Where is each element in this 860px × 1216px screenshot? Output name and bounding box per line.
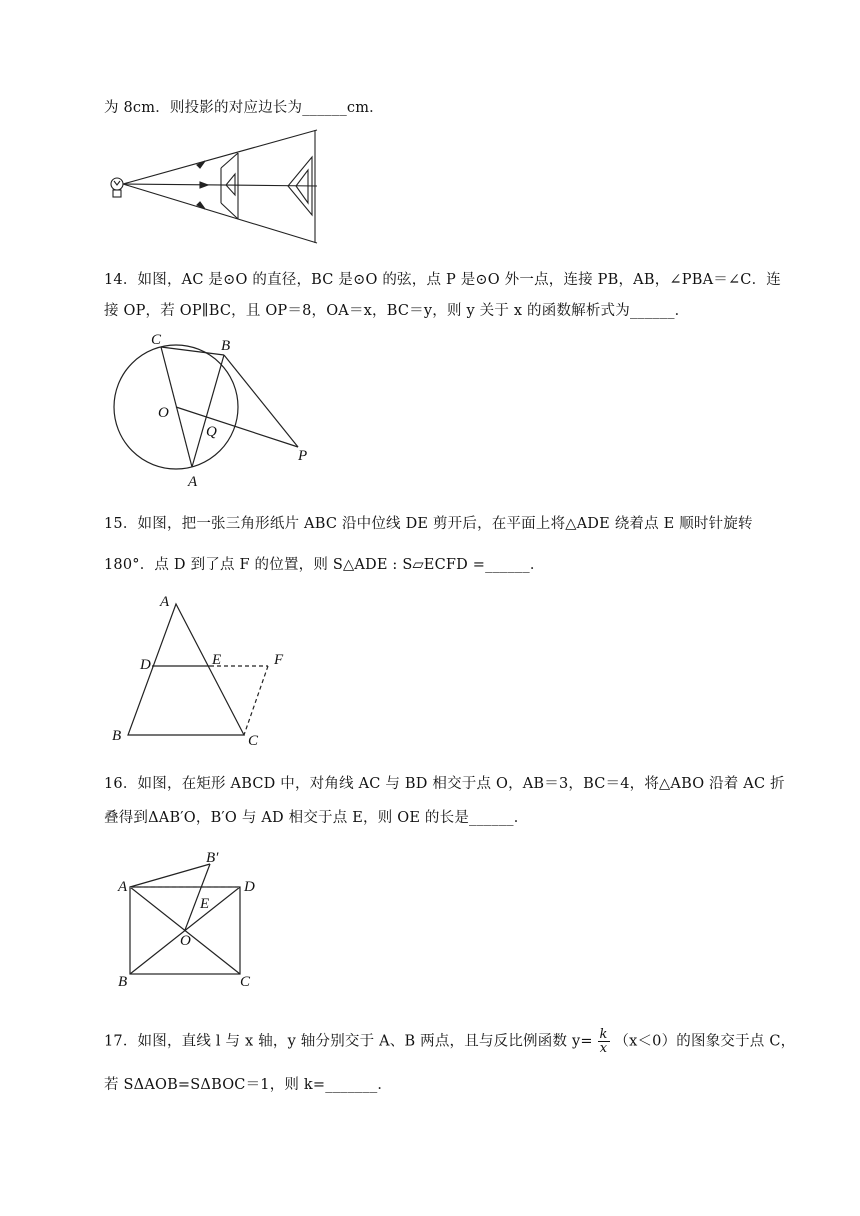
- label-e: E: [200, 896, 210, 912]
- q17-text-line-1: [104, 1028, 795, 1055]
- label-b: B: [118, 974, 128, 990]
- segment-pb: [224, 355, 298, 447]
- label-d: D: [244, 879, 255, 895]
- q16-text-line-2: 叠得到ΔAB′O，B′O 与 AD 相交于点 E，则 OE 的长是______．: [104, 810, 529, 826]
- q17-text-part-a: 17．如图，直线 l 与 x 轴，y 轴分别交于 A、B 两点，且与反比例函数 y=: [104, 1033, 593, 1050]
- segment-ab: [192, 355, 224, 467]
- q14-text-line-2: 接 OP，若 OP∥BC，且 OP＝8，OA＝x，BC＝y，则 y 关于 x 的函数解析式为______．: [104, 303, 690, 319]
- label-b: B: [221, 338, 231, 354]
- bulb-icon: [111, 178, 123, 190]
- projection-figure: [104, 125, 324, 250]
- segment-op: [176, 407, 298, 447]
- label-o: O: [180, 933, 191, 949]
- fraction-numerator: k: [599, 1027, 608, 1042]
- q13-text-line: 为 8cm．则投影的对应边长为______cm．: [104, 100, 384, 116]
- q14-text-line-1: 14．如图，AC 是⊙O 的直径，BC 是⊙O 的弦，点 P 是⊙O 外一点，连接 PB，AB，∠PBA＝∠C．连: [104, 272, 781, 288]
- label-f: F: [274, 652, 284, 668]
- triangle-figure: [104, 590, 304, 750]
- label-a: A: [160, 594, 170, 610]
- label-a: A: [118, 879, 128, 895]
- q17-text-line-2: 若 SΔAOB=SΔBOC＝1，则 k=_______．: [104, 1077, 393, 1093]
- label-c: C: [240, 974, 251, 990]
- label-d: D: [140, 657, 151, 673]
- chord-bc: [161, 347, 224, 355]
- q15-text-line-2: 180°．点 D 到了点 F 的位置，则 S△ADE : S▱ECFD =______．: [104, 557, 545, 573]
- label-e: E: [212, 652, 222, 668]
- fraction-k-over-x: [598, 1028, 610, 1055]
- label-a: A: [188, 474, 198, 490]
- label-b-prime: B′: [206, 850, 219, 866]
- q17-text-part-b: （x＜0）的图象交于点 C，: [614, 1033, 796, 1050]
- circle-figure: [104, 328, 324, 493]
- label-q: Q: [206, 424, 217, 440]
- label-o: O: [158, 405, 169, 421]
- label-p: P: [298, 448, 308, 464]
- fraction-denominator: x: [599, 1041, 608, 1056]
- label-c: C: [248, 733, 259, 749]
- label-c: C: [151, 332, 162, 348]
- label-b: B: [112, 728, 122, 744]
- q16-text-line-1: 16．如图，在矩形 ABCD 中，对角线 AC 与 BD 相交于点 O，AB＝3，BC＝4，将△ABO 沿着 AC 折: [104, 776, 785, 792]
- q15-text-line-1: 15．如图，把一张三角形纸片 ABC 沿中位线 DE 剪开后，在平面上将△ADE 绕着点 E 顺时针旋转: [104, 516, 753, 532]
- rectangle-figure: [104, 846, 274, 991]
